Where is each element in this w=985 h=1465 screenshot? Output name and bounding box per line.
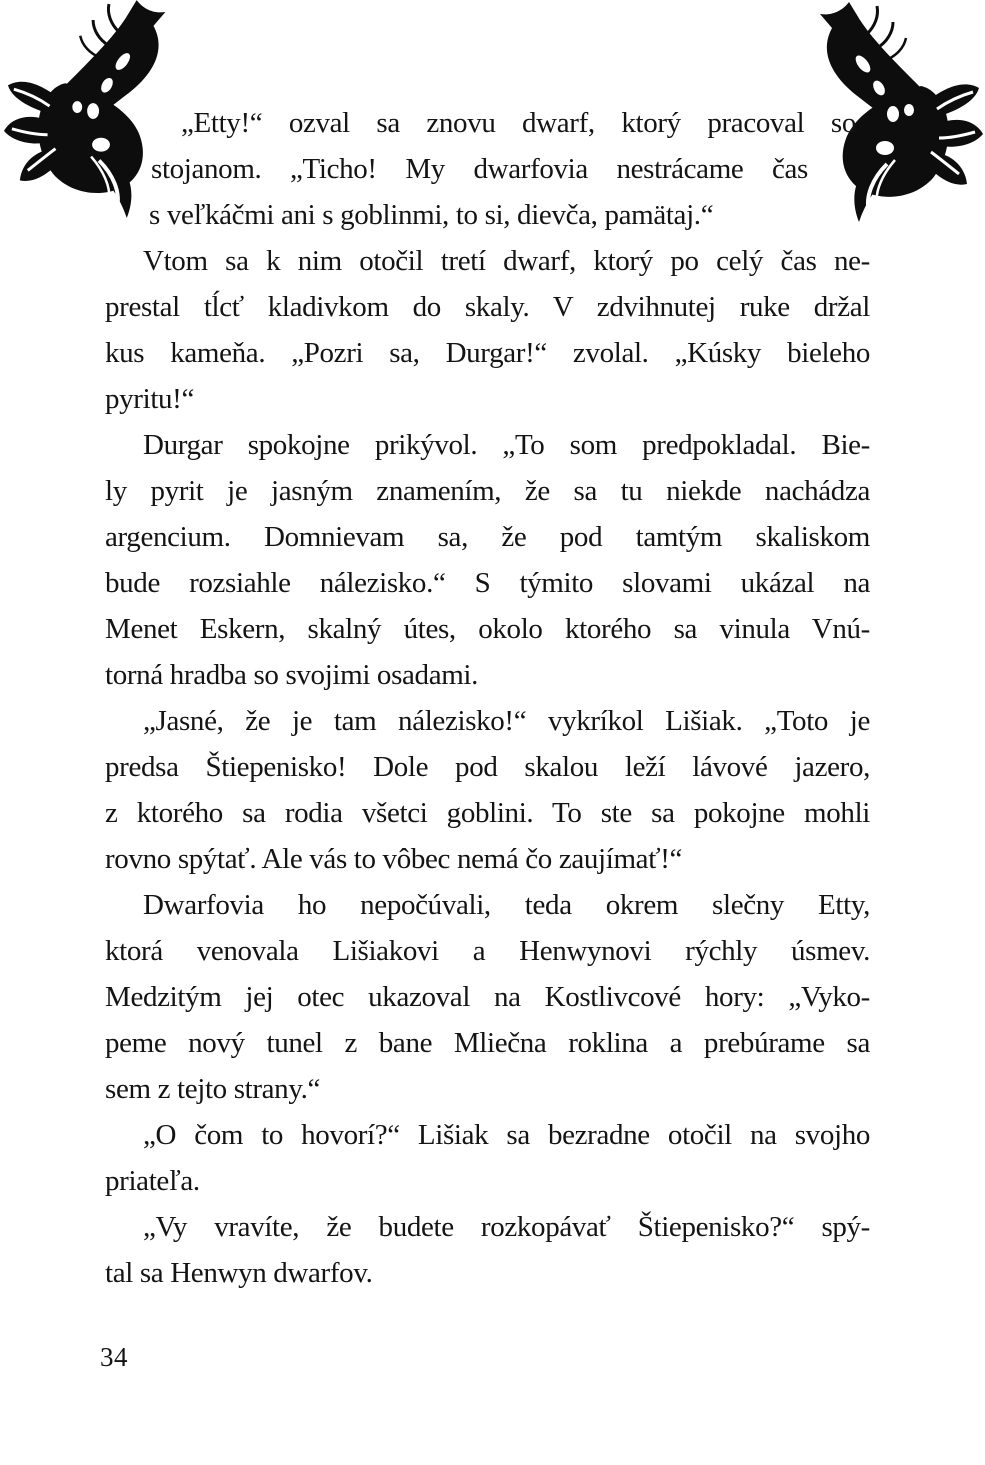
text-line: kus kameňa. „Pozri sa, Durgar!“ zvolal. „Kúsky bieleho: [105, 337, 870, 369]
text-line: sem z tejto strany.“: [105, 1073, 321, 1105]
paragraph: [105, 100, 870, 238]
text-line: „Jasné, že je tam nálezisko!“ vykríkol Lišiak. „Toto je: [143, 705, 870, 737]
text-line: Medzitým jej otec ukazoval na Kostlivcové hory: „Vyko-: [105, 981, 870, 1013]
paragraph: [105, 1112, 870, 1204]
paragraph: [105, 698, 870, 882]
paragraph: [105, 422, 870, 698]
text-line: predsa Štiepenisko! Dole pod skalou leží lávové jazero,: [105, 751, 870, 783]
text-line: Menet Eskern, skalný útes, okolo ktorého sa vinula Vnú-: [105, 613, 870, 645]
body-text: [105, 100, 870, 1296]
text-line: „O čom to hovorí?“ Lišiak sa bezradne otočil na svojho: [143, 1119, 870, 1151]
text-line: peme nový tunel z bane Mliečna roklina a prebúrame sa: [105, 1027, 870, 1059]
paragraph: [105, 1204, 870, 1296]
paragraph: [105, 238, 870, 422]
text-line: priateľa.: [105, 1165, 200, 1197]
text-line: torná hradba so svojimi osadami.: [105, 659, 479, 691]
text-line: „Vy vravíte, že budete rozkopávať Štiepenisko?“ spý-: [143, 1211, 870, 1243]
text-line: Dwarfovia ho nepočúvali, teda okrem slečny Etty,: [143, 889, 870, 921]
page-number: 34: [100, 1342, 128, 1372]
text-line: tal sa Henwyn dwarfov.: [105, 1257, 373, 1289]
text-line: Durgar spokojne prikývol. „To som predpokladal. Bie-: [143, 429, 870, 461]
text-line: „Etty!“ ozval sa znovu dwarf, ktorý pracoval so: [181, 107, 856, 139]
paragraph: [105, 882, 870, 1112]
text-line: argencium. Domnievam sa, že pod tamtým skaliskom: [105, 521, 870, 553]
text-line: ktorá venovala Lišiakovi a Henwynovi rýchly úsmev.: [105, 935, 870, 967]
text-line: Vtom sa k nim otočil tretí dwarf, ktorý po celý čas ne-: [143, 245, 870, 277]
text-line: pyritu!“: [105, 383, 195, 415]
text-line: rovno spýtať. Ale vás to vôbec nemá čo zaujímať!“: [105, 843, 683, 875]
text-line: prestal tĺcť kladivkom do skaly. V zdvihnutej ruke držal: [105, 291, 870, 323]
text-line: ly pyrit je jasným znamením, že sa tu niekde nachádza: [105, 475, 870, 507]
text-line: s veľkáčmi ani s goblinmi, to si, dievča, pamätaj.“: [149, 199, 714, 231]
text-line: z ktorého sa rodia všetci goblini. To ste sa pokojne mohli: [105, 797, 870, 829]
text-line: stojanom. „Ticho! My dwarfovia nestrácame čas: [151, 153, 808, 185]
text-line: bude rozsiahle nálezisko.“ S týmito slovami ukázal na: [105, 567, 870, 599]
